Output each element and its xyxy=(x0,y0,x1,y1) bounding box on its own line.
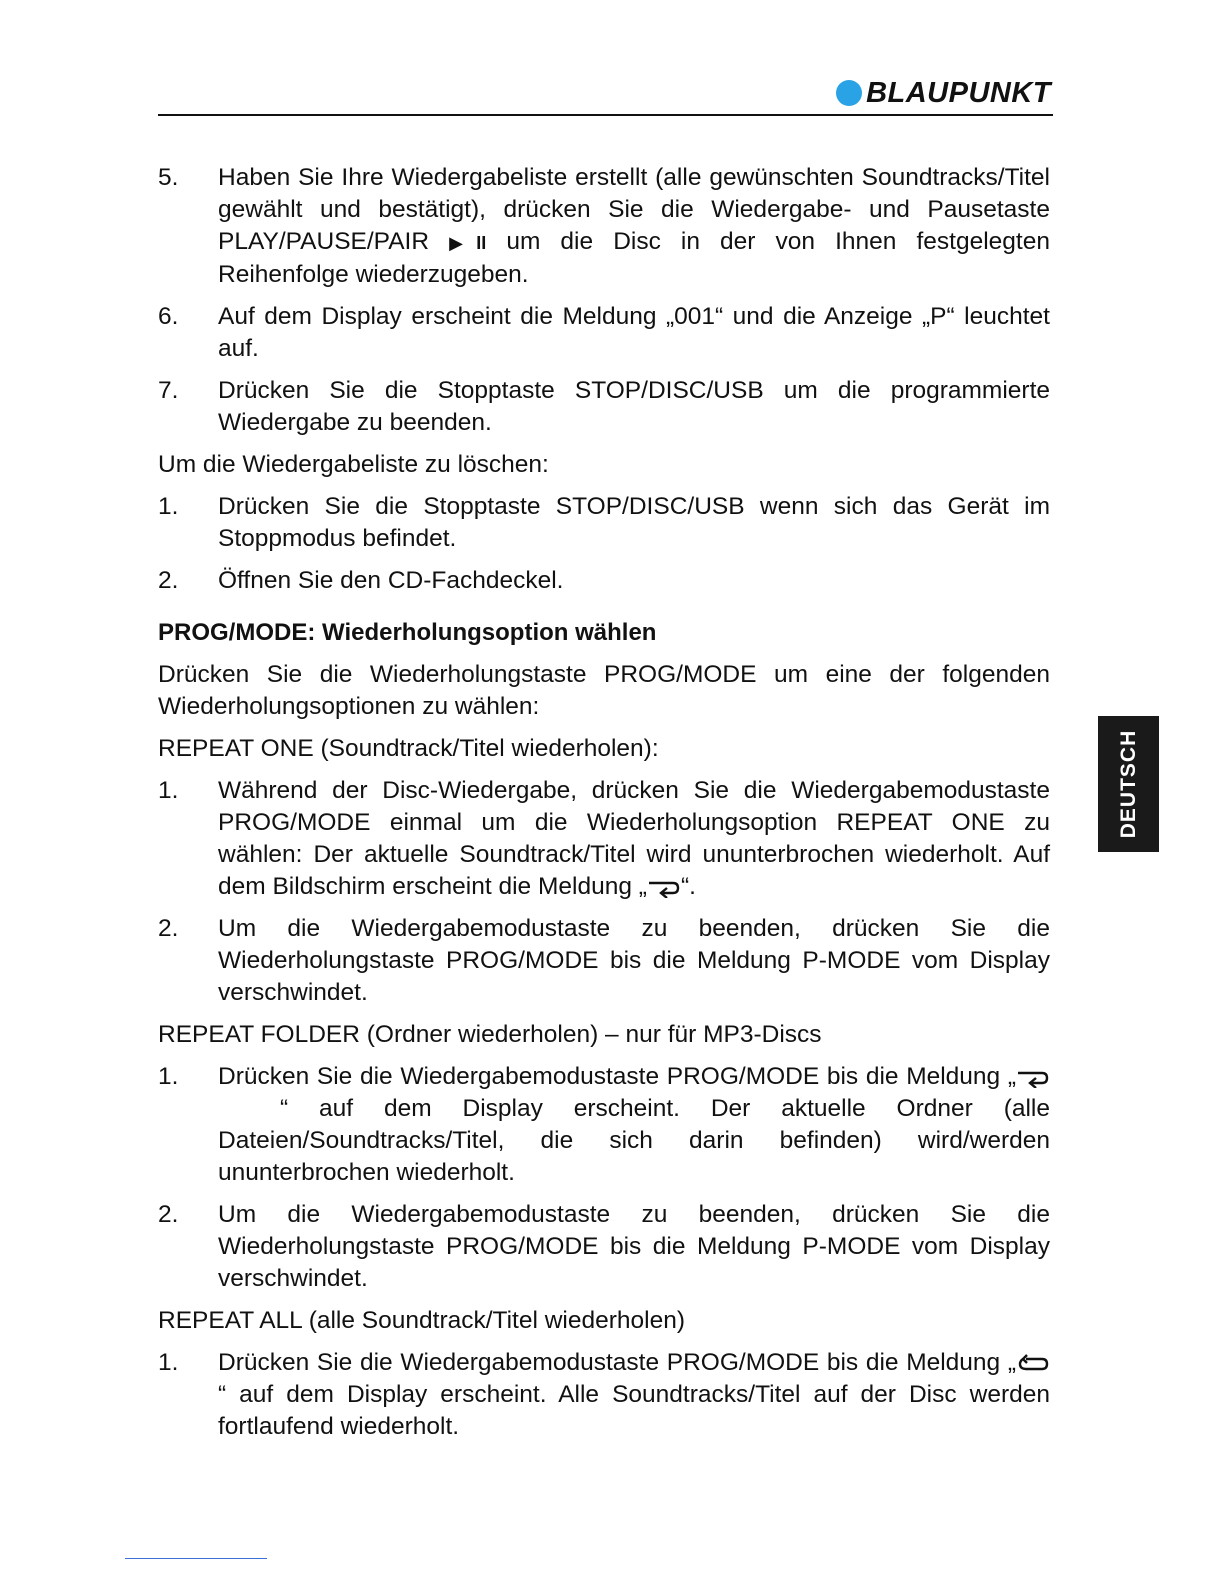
list-item xyxy=(158,301,1050,365)
item-text: Drücken Sie die Stopptaste STOP/DISC/USB um die programmierte Wiedergabe zu beenden. xyxy=(218,377,1050,436)
item-number: 7. xyxy=(158,377,179,404)
list-item xyxy=(158,913,1050,1009)
item-text: Drücken Sie die Stopptaste STOP/DISC/USB wenn sich das Gerät im Stoppmodus befindet. xyxy=(218,493,1050,552)
item-text: Um die Wiedergabemodustaste zu beenden, drücken Sie die Wiederholungstaste PROG/MODE bis die Meldung P-MODE vom Display verschwindet. xyxy=(218,915,1050,1006)
section-intro: Drücken Sie die Wiederholungstaste PROG/MODE um eine der folgenden Wiederholungsoptionen zu wählen: xyxy=(158,661,1050,720)
repeat-all-title: REPEAT ALL (alle Soundtrack/Titel wiederholen) xyxy=(158,1307,686,1334)
delete-intro: Um die Wiedergabeliste zu löschen: xyxy=(158,451,549,478)
list-item xyxy=(158,565,1050,597)
page-header xyxy=(158,74,1053,116)
list-item xyxy=(158,162,1050,291)
brand-logo xyxy=(836,76,1051,110)
page-content xyxy=(158,162,1050,1453)
list-item xyxy=(158,775,1050,903)
item-text: Drücken Sie die Wiedergabemodustaste PROG/MODE bis die Meldung „“ auf dem Display erscheint. Alle Soundtracks/Titel auf der Disc werden fortlaufend wiederholt. xyxy=(218,1349,1050,1440)
list-item xyxy=(158,1199,1050,1295)
section-heading: PROG/MODE: Wiederholungsoption wählen xyxy=(158,619,657,646)
list-item xyxy=(158,1347,1050,1443)
list-item xyxy=(158,491,1050,555)
item-number: 1. xyxy=(158,1063,179,1090)
play-pause-icon: ▶II xyxy=(449,233,487,253)
repeat-folder-icon xyxy=(1016,1068,1050,1088)
item-number: 1. xyxy=(158,777,179,804)
repeat-one-icon xyxy=(647,878,681,898)
item-text: Öffnen Sie den CD-Fachdeckel. xyxy=(218,567,564,594)
language-tab xyxy=(1098,716,1159,852)
item-text: Auf dem Display erscheint die Meldung „001“ und die Anzeige „P“ leuchtet auf. xyxy=(218,303,1050,362)
repeat-one-title: REPEAT ONE (Soundtrack/Titel wiederholen): xyxy=(158,735,659,762)
item-number: 6. xyxy=(158,303,179,330)
item-number: 2. xyxy=(158,915,179,942)
repeat-all-icon xyxy=(1016,1354,1050,1374)
list-item xyxy=(158,375,1050,439)
item-number: 1. xyxy=(158,1349,179,1376)
repeat-folder-title: REPEAT FOLDER (Ordner wiederholen) – nur für MP3-Discs xyxy=(158,1021,822,1048)
item-text: Drücken Sie die Wiedergabemodustaste PROG/MODE bis die Meldung „“ auf dem Display erscheint. Der aktuelle Ordner (alle Dateien/Soundtracks/Titel, die sich darin befinden) wird/werden ununterbrochen wiederholt. xyxy=(218,1063,1050,1186)
brand-name: BLAUPUNKT xyxy=(866,76,1051,109)
item-text: Während der Disc-Wiedergabe, drücken Sie die Wiedergabemodustaste PROG/MODE einmal um die Wiederholungsoption REPEAT ONE zu wählen: Der aktuelle Soundtrack/Titel wird ununterbrochen wiederholt. Auf dem Bildschirm erscheint die Meldung „ “. xyxy=(218,777,1050,900)
item-number: 2. xyxy=(158,1201,179,1228)
item-text: Um die Wiedergabemodustaste zu beenden, drücken Sie die Wiederholungstaste PROG/MODE bis die Meldung P-MODE vom Display verschwindet. xyxy=(218,1201,1050,1292)
list-item xyxy=(158,1061,1050,1189)
brand-dot-icon xyxy=(836,80,862,106)
item-number: 5. xyxy=(158,164,179,191)
item-number: 1. xyxy=(158,493,179,520)
item-number: 2. xyxy=(158,567,179,594)
item-text: Haben Sie Ihre Wiedergabeliste erstellt (alle gewünschten Soundtracks/Titel gewählt und bestätigt), drücken Sie die Wiedergabe- und Pausetaste PLAY/PAUSE/PAIR ▶II um die Disc in der von Ihnen festgelegten Reihenfolge wiederzugeben. xyxy=(218,164,1050,288)
language-tab-label: DEUTSCH xyxy=(1116,729,1140,839)
footer-rule xyxy=(125,1558,267,1559)
